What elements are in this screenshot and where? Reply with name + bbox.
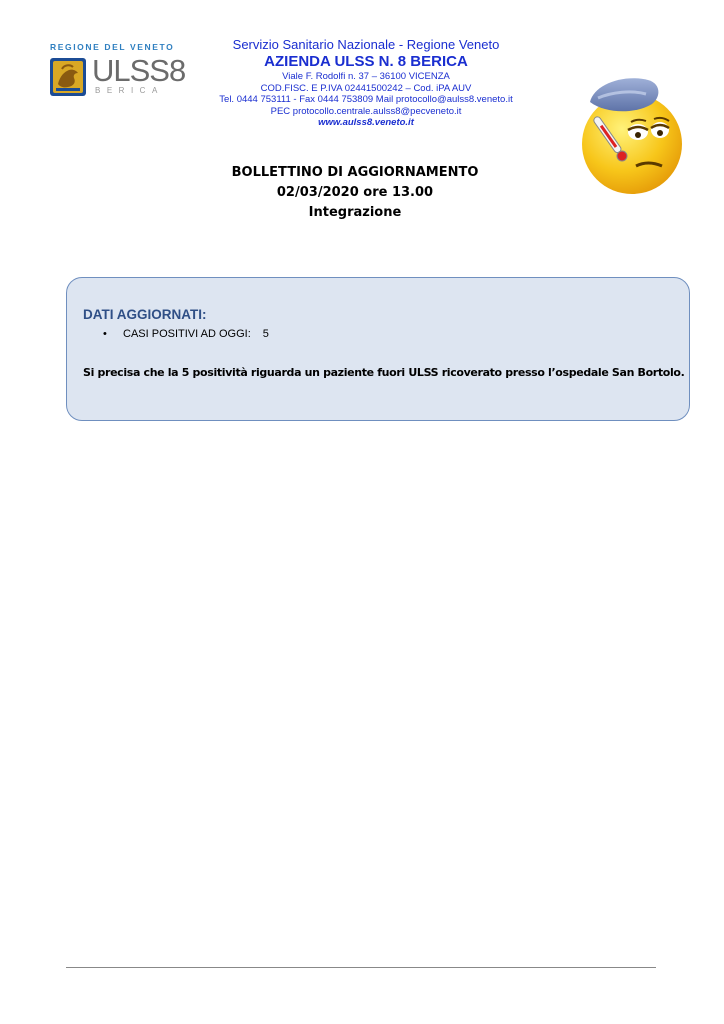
- updated-data-heading: DATI AGGIORNATI:: [83, 307, 207, 322]
- sick-face-thermometer-icon: [576, 74, 686, 198]
- logo-ulss-text: ULSS8: [92, 53, 186, 88]
- bullet-icon: •: [103, 328, 107, 340]
- agency-pec: PEC protocollo.centrale.aulss8@pecveneto.it: [270, 105, 462, 117]
- health-service-name: Servizio Sanitario Nazionale - Regione Veneto: [232, 37, 500, 52]
- agency-name: AZIENDA ULSS N. 8 BERICA: [264, 53, 468, 70]
- bulletin-subtitle: Integrazione: [308, 205, 402, 220]
- positive-cases-item: [103, 328, 269, 340]
- ulss8-logo: [48, 40, 186, 102]
- positive-cases-label: CASI POSITIVI AD OGGI:: [123, 328, 251, 340]
- agency-address: Viale F. Rodolfi n. 37 – 36100 VICENZA: [282, 71, 450, 82]
- positive-cases-value: 5: [262, 328, 269, 340]
- letterhead: [196, 37, 536, 129]
- agency-contacts: Tel. 0444 753111 - Fax 0444 753809 Mail protocollo@aulss8.veneto.it: [219, 94, 513, 105]
- bulletin-title: [150, 163, 560, 223]
- agency-codes: COD.FISC. E P.IVA 02441500242 – Cod. iPA AUV: [260, 82, 472, 94]
- clarification-note: Si precisa che la 5 positività riguarda un paziente fuori ULSS ricoverato presso l’ospedale San Bortolo.: [83, 366, 685, 379]
- footer-divider: [66, 967, 656, 968]
- veneto-lion-icon: [50, 58, 86, 96]
- updated-data-panel: [66, 277, 690, 421]
- logo-region-text: REGIONE DEL VENETO: [50, 42, 175, 52]
- bulletin-date: 02/03/2020 ore 13.00: [276, 185, 434, 200]
- logo-berica-text: BERICA: [95, 86, 164, 95]
- bulletin-heading: BOLLETTINO DI AGGIORNAMENTO: [231, 165, 479, 180]
- agency-website: www.aulss8.veneto.it: [318, 117, 414, 128]
